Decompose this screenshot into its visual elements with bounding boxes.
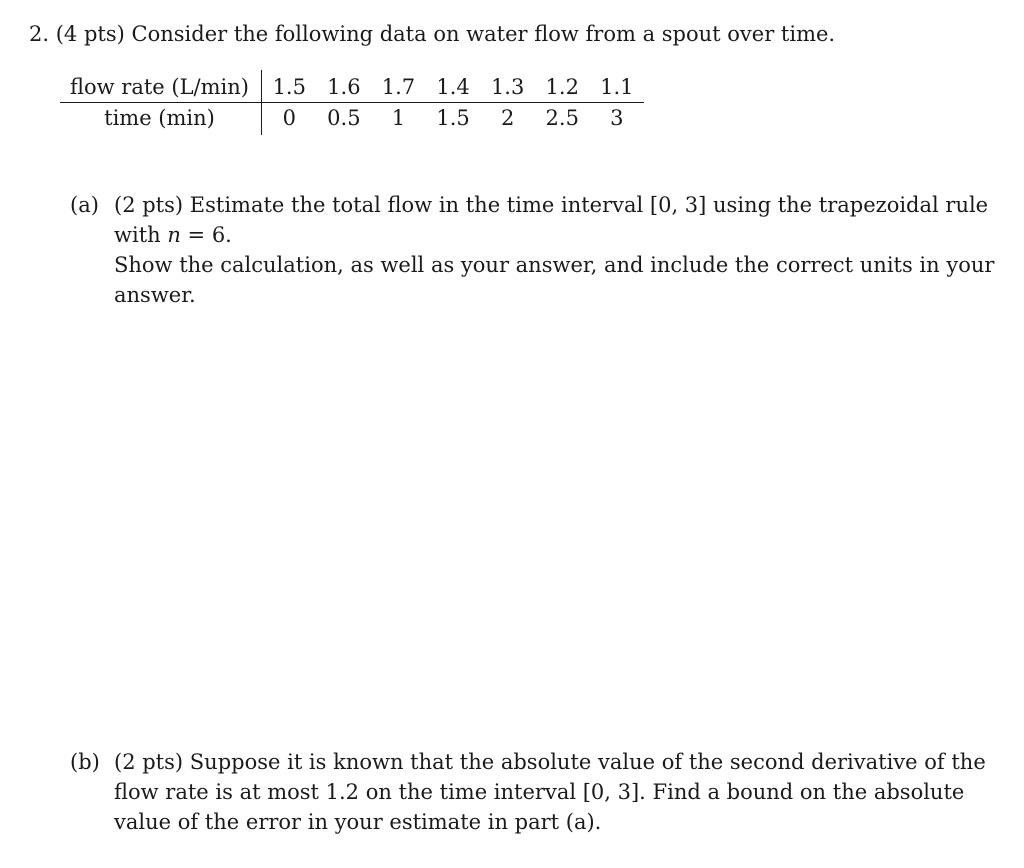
variable-n: n — [167, 223, 181, 247]
part-b-label: (b) — [70, 750, 100, 774]
part-b-line-3: value of the error in your estimate in part (a). — [114, 810, 602, 834]
part-b-points: (2 pts) — [114, 750, 184, 774]
flow-rate-label: flow rate (L/min) — [60, 70, 261, 103]
part-a-line-3: Show the calculation, as well as your answer, and include the correct units in your — [114, 253, 995, 277]
part-a-text-1: Estimate the total flow in the time interval [0, 3] using the trapezoidal rule — [189, 193, 989, 217]
flow-rate-cell: 1.5 — [261, 70, 316, 103]
time-label: time (min) — [60, 103, 261, 136]
problem-header — [29, 24, 835, 45]
problem-intro: Consider the following data on water flow from a spout over time. — [131, 22, 836, 46]
flow-rate-cell: 1.7 — [371, 70, 426, 103]
flow-rate-cell: 1.6 — [317, 70, 372, 103]
flow-data-table — [60, 70, 644, 135]
part-a-label: (a) — [70, 193, 99, 217]
time-cell: 2.5 — [545, 105, 579, 130]
flow-rate-cell: 1.2 — [535, 70, 590, 103]
time-cell: 0 — [282, 105, 296, 130]
flow-rate-cell: 1.3 — [480, 70, 535, 103]
part-b-line-1 — [114, 752, 986, 773]
part-b-line-2: flow rate is at most 1.2 on the time interval [0, 3]. Find a bound on the absolute — [114, 780, 965, 804]
part-a-line-1 — [114, 195, 988, 216]
flow-rate-cell: 1.1 — [590, 70, 645, 103]
part-a-points: (2 pts) — [114, 193, 184, 217]
time-cell: 3 — [610, 105, 624, 130]
time-row — [60, 103, 644, 136]
part-a-line-4: answer. — [114, 283, 196, 307]
part-b-text-1: Suppose it is known that the absolute value of the second derivative of the — [189, 750, 986, 774]
time-cell: 1 — [391, 105, 406, 130]
problem-number: 2. — [29, 22, 50, 46]
time-cell: 1.5 — [436, 105, 470, 130]
time-cell: 2 — [500, 105, 515, 130]
flow-rate-cell: 1.4 — [426, 70, 481, 103]
time-cell: 0.5 — [327, 105, 361, 130]
flow-rate-row — [60, 70, 644, 103]
problem-points: (4 pts) — [55, 22, 125, 46]
part-a-line-2: with n = 6. — [114, 223, 232, 247]
